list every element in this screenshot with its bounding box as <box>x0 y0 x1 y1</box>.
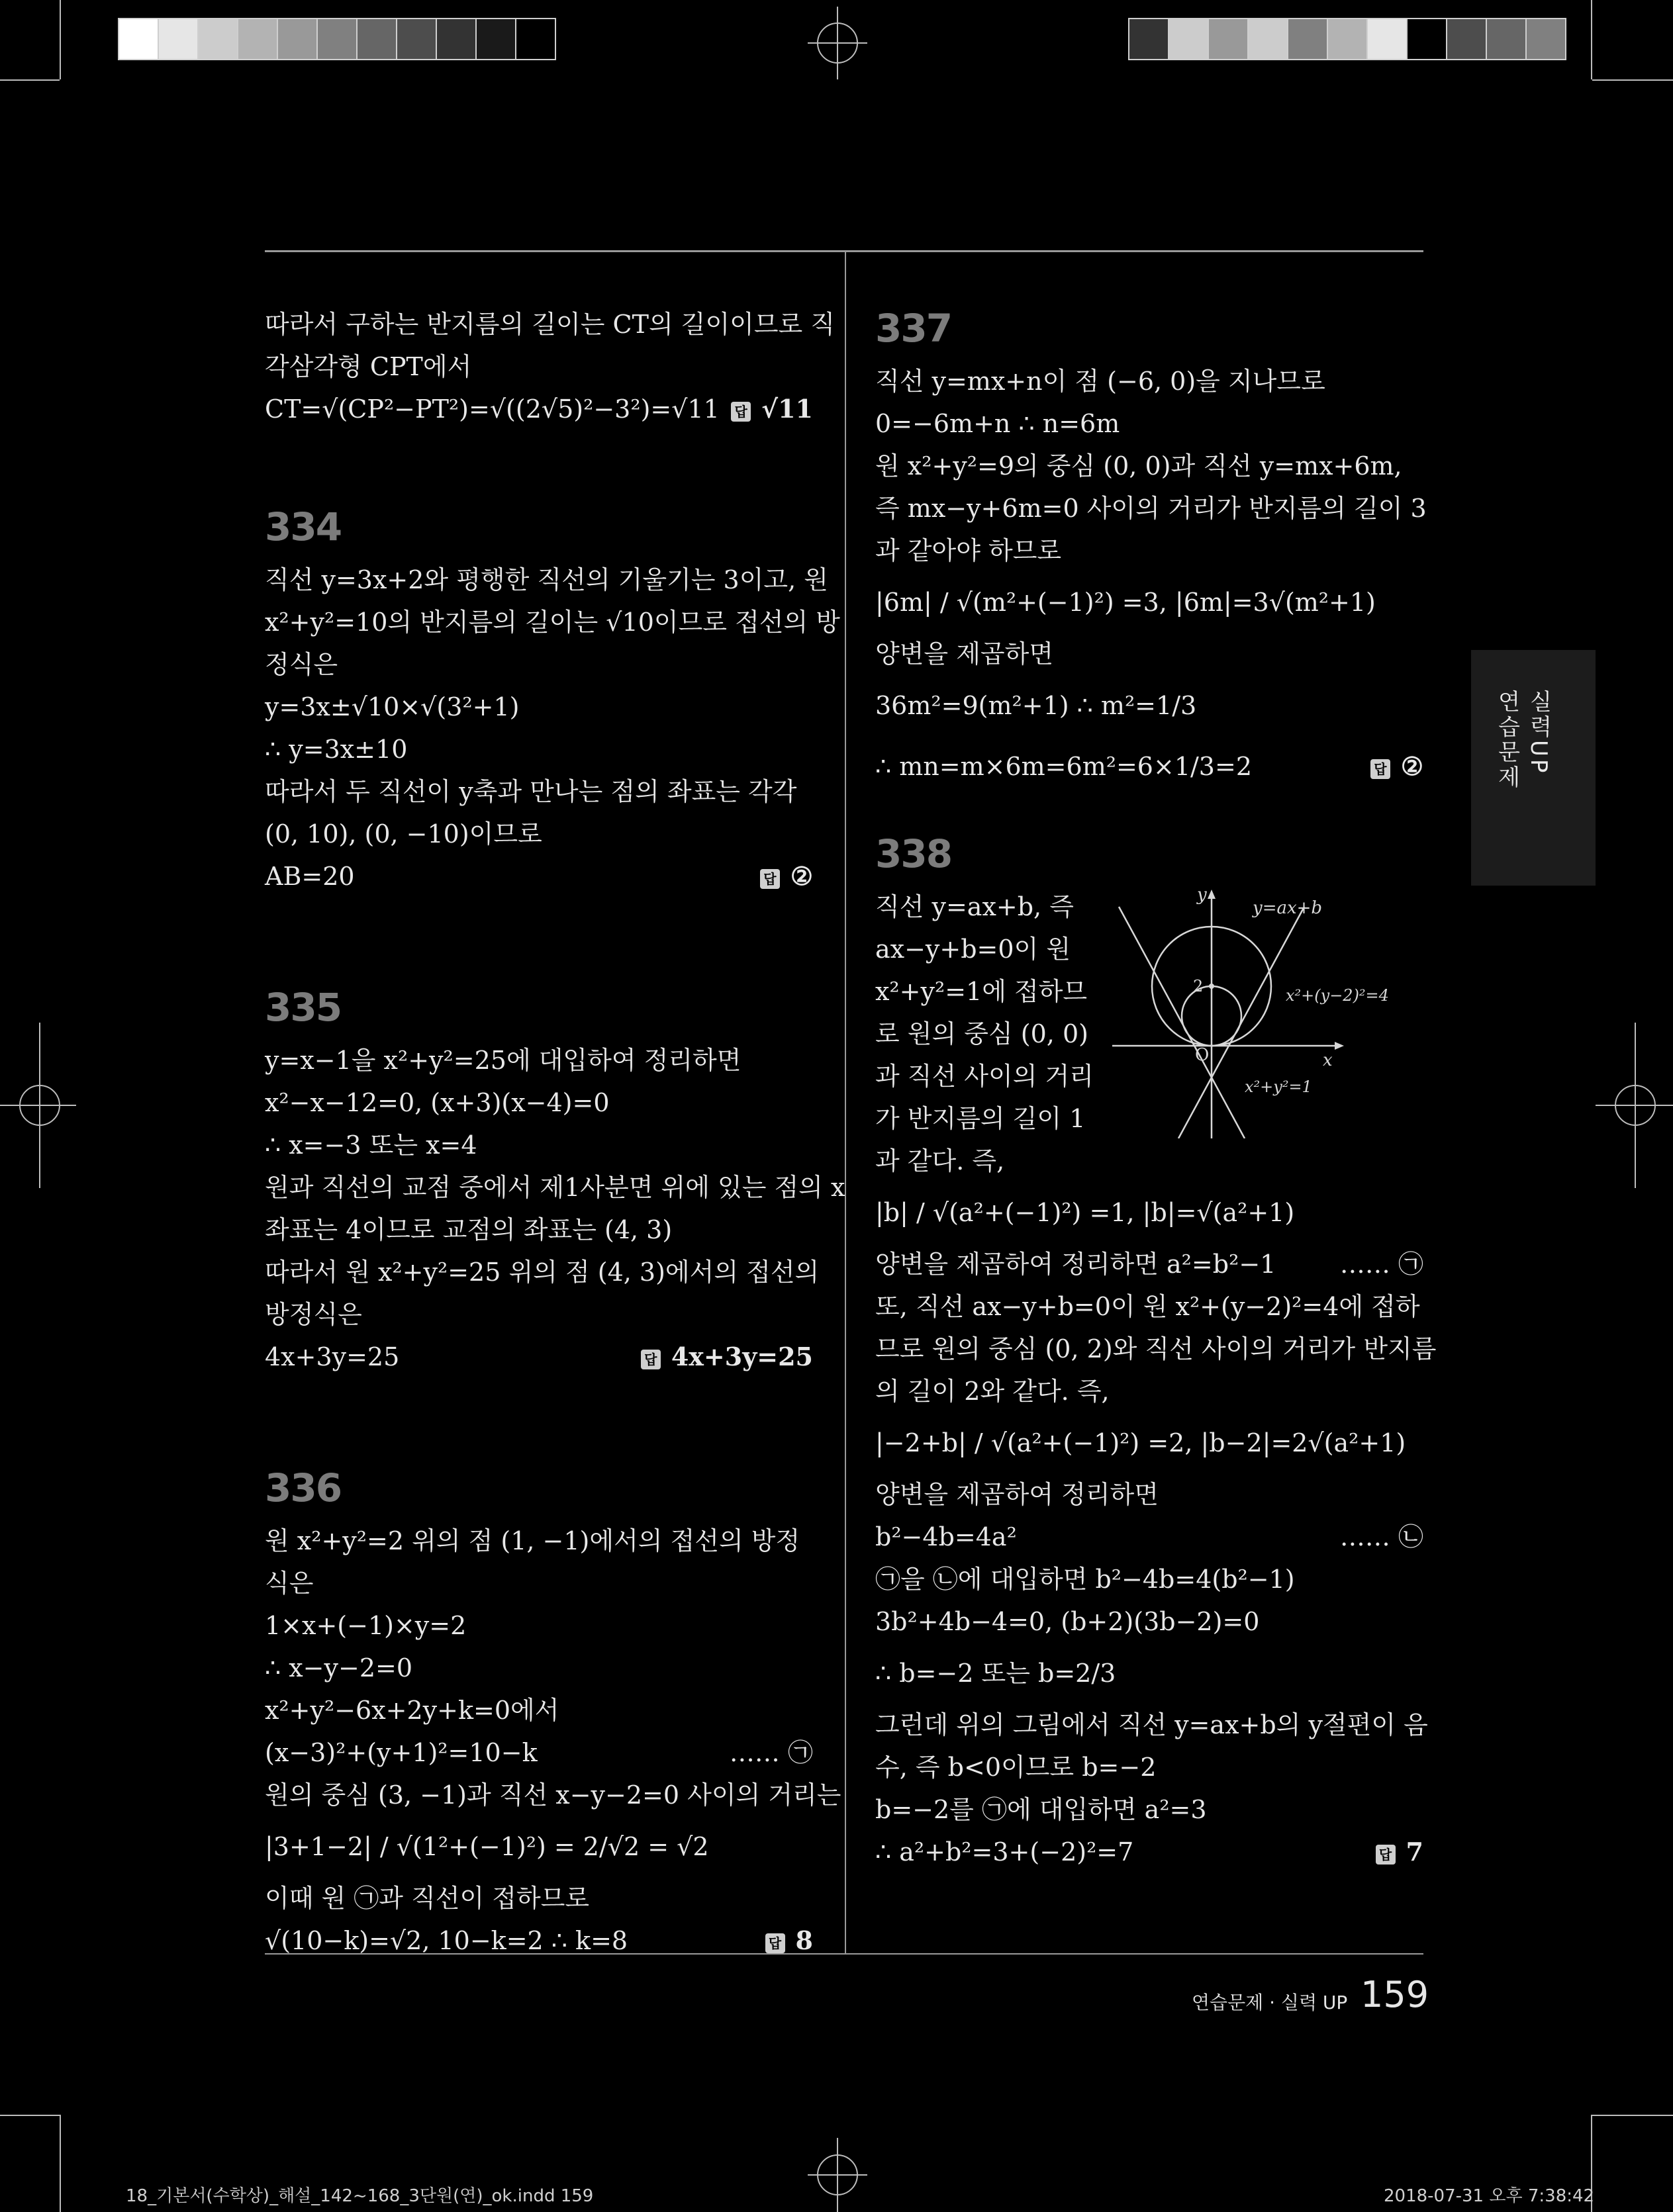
text-line: 원과 직선의 교점 중에서 제1사분면 위에 있는 점의 x <box>265 1173 845 1202</box>
text-line: 직선 y=3x+2와 평행한 직선의 기울기는 3이고, 원 <box>265 565 828 594</box>
color-swatch <box>1249 19 1288 59</box>
text-line: ∴ x=−3 또는 x=4 <box>265 1130 477 1160</box>
color-swatch <box>1209 19 1249 59</box>
color-swatch <box>358 19 397 59</box>
problem-number: 336 <box>265 1465 342 1510</box>
color-swatch <box>516 19 555 59</box>
footer-section-title: 연습문제 · 실력 UP <box>1192 1992 1348 2013</box>
tangent-line-left <box>1119 907 1245 1138</box>
text-line: 방정식은 <box>265 1300 362 1329</box>
crop-mark <box>0 2115 60 2116</box>
color-swatch <box>477 19 516 59</box>
tangent-line-right <box>1178 907 1304 1138</box>
problem-number: 334 <box>265 504 342 549</box>
problem-number: 335 <box>265 985 342 1030</box>
text-line: ∴ mn=m×6m=6m²=6×1/3=2 답 ② <box>875 736 1423 797</box>
equation: CT=√(CP²−PT²)=√((2√5)²−3²)=√11 <box>265 394 720 424</box>
problem-number: 338 <box>875 831 952 876</box>
color-swatch <box>1129 19 1169 59</box>
registration-mark-bottom <box>808 2138 867 2212</box>
color-swatch <box>1328 19 1368 59</box>
problem-number: 337 <box>875 306 952 351</box>
color-swatch <box>397 19 437 59</box>
answer-mark-icon: 답 <box>1376 1845 1396 1865</box>
answer: 답 8 <box>765 1919 813 1962</box>
registration-mark-left <box>0 1023 76 1188</box>
small-circle-label: x²+y²=1 <box>1245 1078 1312 1096</box>
color-swatch <box>278 19 318 59</box>
answer-mark-icon: 답 <box>765 1933 785 1953</box>
answer: 답 ② <box>760 855 813 898</box>
equation-tag: …… ㉠ <box>729 1738 813 1767</box>
text-line: 따라서 구하는 반지름의 길이는 CT의 길이이므로 직 <box>265 310 836 339</box>
equation-tag: …… ㉠ <box>1339 1250 1423 1279</box>
text-line: x²+y²−6x+2y+k=0에서 <box>265 1696 559 1725</box>
text-line: 원 x²+y²=9의 중심 (0, 0)과 직선 y=mx+6m, <box>875 451 1402 481</box>
color-swatch <box>318 19 358 59</box>
text-line: 양변을 제곱하여 정리하면 a²=b²−1 …… ㉠ <box>875 1243 1423 1285</box>
text-line: 원 x²+y²=2 위의 점 (1, −1)에서의 접선의 방정 <box>265 1526 800 1555</box>
text-line: AB=20 답 ② <box>265 855 813 898</box>
text-line: 직선 y=mx+n이 점 (−6, 0)을 지나므로 <box>875 367 1325 396</box>
color-swatch <box>1288 19 1328 59</box>
page-number: 159 <box>1361 1974 1429 2015</box>
text-line: b²−4b=4a² …… ㉡ <box>875 1516 1423 1558</box>
text-line: (x−3)²+(y+1)²=10−k …… ㉠ <box>265 1731 813 1774</box>
color-swatch <box>1527 19 1565 59</box>
fraction-line: ∴ b=−2 또는 b=2/3 <box>875 1659 1116 1688</box>
color-swatch <box>119 19 159 59</box>
text-line: (0, 10), (0, −10)이므로 <box>265 819 542 849</box>
text-line: ∴ x−y−2=0 <box>265 1653 413 1682</box>
crop-mark <box>1592 2115 1673 2116</box>
color-bar-left <box>118 18 556 60</box>
text-line: ∴ y=3x±10 <box>265 735 408 764</box>
text-line: 므로 원의 중심 (0, 2)와 직선 사이의 거리가 반지름 <box>875 1334 1437 1363</box>
color-bar-right <box>1128 18 1566 60</box>
color-swatch <box>159 19 199 59</box>
text-line: √(10−k)=√2, 10−k=2 ∴ k=8 답 8 <box>265 1919 813 1962</box>
text-line: 과 같아야 하므로 <box>875 536 1062 565</box>
color-swatch <box>199 19 238 59</box>
text-line: 또, 직선 ax−y+b=0이 원 x²+(y−2)²=4에 접하 <box>875 1292 1420 1321</box>
answer: 답 √11 <box>731 388 813 430</box>
color-swatch <box>1487 19 1527 59</box>
text-line: x²+y²=10의 반지름의 길이는 √10이므로 접선의 방 <box>265 608 840 637</box>
crop-mark <box>60 2115 61 2212</box>
answer-mark-icon: 답 <box>641 1350 661 1369</box>
registration-mark-right <box>1596 1023 1673 1188</box>
fraction-line: |−2+b| / √(a²+(−1)²) =2, |b−2|=2√(a²+1) <box>875 1428 1406 1457</box>
color-swatch <box>238 19 278 59</box>
answer-mark-icon: 답 <box>760 869 780 889</box>
text-line: 의 길이 2와 같다. 즉, <box>875 1377 1110 1406</box>
text-line: b=−2를 ㉠에 대입하면 a²=3 <box>875 1795 1207 1824</box>
color-swatch <box>1368 19 1408 59</box>
text-line: 4x+3y=25 답 4x+3y=25 <box>265 1336 813 1378</box>
text-line: 이때 원 ㉠과 직선이 접하므로 <box>265 1884 590 1913</box>
origin-label: O <box>1195 1045 1210 1065</box>
text-line: 과 같다. 즉, <box>875 1146 1005 1175</box>
text-line: 식은 <box>265 1569 314 1598</box>
text-line: 양변을 제곱하여 정리하면 <box>875 1480 1159 1509</box>
text-line: 즉 mx−y+6m=0 사이의 거리가 반지름의 길이 3 <box>875 494 1427 523</box>
tab-label-primary: 실력UP <box>1525 690 1552 776</box>
left-column <box>265 303 845 1962</box>
x-axis-label: x <box>1323 1050 1333 1070</box>
text-line: 원의 중심 (3, −1)과 직선 x−y−2=0 사이의 거리는 <box>265 1780 841 1810</box>
color-swatch <box>1169 19 1209 59</box>
text-line: 가 반지름의 길이 1 <box>875 1104 1086 1133</box>
color-swatch <box>437 19 477 59</box>
text-line: x²+y²=1에 접하므 <box>875 977 1088 1006</box>
text-line: 각삼각형 CPT에서 <box>265 352 472 381</box>
slug-date: 2018-07-31 오후 7:38:42 <box>1384 2186 1595 2206</box>
y-axis-label: y <box>1197 887 1207 905</box>
text-line: 1×x+(−1)×y=2 <box>265 1611 467 1640</box>
equation-tag: …… ㉡ <box>1339 1522 1423 1551</box>
column-divider <box>845 252 846 1953</box>
text-line: 3b²+4b−4=0, (b+2)(3b−2)=0 <box>875 1607 1260 1636</box>
tangent-circles-figure <box>1112 887 1430 1138</box>
fraction-line: 36m²=9(m²+1) ∴ m²=1/3 <box>875 691 1197 720</box>
center-label: 2 <box>1193 977 1204 995</box>
text-line: y=3x±√10×√(3²+1) <box>265 692 520 721</box>
text-line: 정식은 <box>265 650 338 679</box>
fraction-line: |6m| / √(m²+(−1)²) =3, |6m|=3√(m²+1) <box>875 588 1376 617</box>
line-label: y=ax+b <box>1253 898 1323 918</box>
fraction-line: |3+1−2| / √(1²+(−1)²) = 2/√2 = √2 <box>265 1832 709 1861</box>
text-line: x²−x−12=0, (x+3)(x−4)=0 <box>265 1088 610 1117</box>
answer: 답 ② <box>1370 736 1423 797</box>
tab-label-secondary: 연습문제 <box>1494 690 1520 790</box>
text-line: ∴ a²+b²=3+(−2)²=7 답 7 <box>875 1831 1423 1873</box>
answer-mark-icon: 답 <box>731 402 751 422</box>
top-rule <box>265 250 1423 252</box>
registration-mark-top <box>808 7 867 79</box>
text-line: 0=−6m+n ∴ n=6m <box>875 409 1120 438</box>
answer: 답 4x+3y=25 <box>641 1336 813 1378</box>
text-line: 로 원의 중심 (0, 0) <box>875 1019 1088 1048</box>
crop-mark <box>60 0 61 79</box>
answer-mark-icon: 답 <box>1370 759 1390 779</box>
text-line <box>265 388 813 430</box>
text-line: 수, 즉 b<0이므로 b=−2 <box>875 1753 1157 1782</box>
text-line: 그런데 위의 그림에서 직선 y=ax+b의 y절편이 음 <box>875 1710 1428 1739</box>
text-line: ax−y+b=0이 원 <box>875 935 1071 964</box>
text-line: ㉠을 ㉡에 대입하면 b²−4b=4(b²−1) <box>875 1565 1295 1594</box>
section-side-tab <box>1471 650 1596 886</box>
answer: 답 7 <box>1376 1831 1423 1873</box>
text-line: 과 직선 사이의 거리 <box>875 1062 1094 1091</box>
text-line: y=x−1을 x²+y²=25에 대입하여 정리하면 <box>265 1046 741 1075</box>
text-line: 양변을 제곱하면 <box>875 639 1054 668</box>
fraction-line: |b| / √(a²+(−1)²) =1, |b|=√(a²+1) <box>875 1198 1295 1227</box>
crop-mark <box>0 79 60 81</box>
text-line: 직선 y=ax+b, 즉 <box>875 892 1074 921</box>
color-swatch <box>1408 19 1447 59</box>
color-swatch <box>1447 19 1487 59</box>
crop-mark <box>1591 0 1592 79</box>
text-line: 좌표는 4이므로 교점의 좌표는 (4, 3) <box>265 1215 673 1244</box>
text-line: 따라서 두 직선이 y축과 만나는 점의 좌표는 각각 <box>265 777 797 806</box>
big-circle-label: x²+(y−2)²=4 <box>1286 986 1389 1005</box>
text-line: 따라서 원 x²+y²=25 위의 점 (4, 3)에서의 접선의 <box>265 1258 820 1287</box>
crop-mark <box>1592 79 1673 81</box>
slug-file-info: 18_기본서(수학상)_해설_142~168_3단원(연)_ok.indd 159 <box>126 2186 594 2206</box>
